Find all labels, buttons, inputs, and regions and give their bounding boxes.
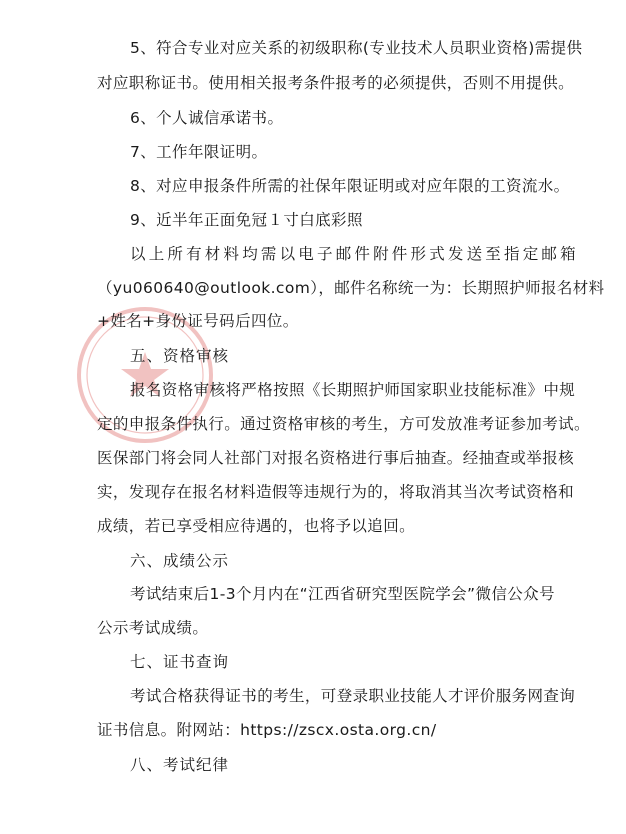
text-line: （yu060640@outlook.com），邮件名称统一为：长期照护师报名材料 [97, 279, 605, 297]
text-line: 报名资格审核将严格按照《长期照护师国家职业技能标准》中规 [130, 381, 576, 399]
text-line: 5、符合专业对应关系的初级职称(专业技术人员职业资格)需提供 [130, 39, 583, 57]
text-line: 9、近半年正面免冠１寸白底彩照 [130, 211, 363, 229]
text-line: 考试合格获得证书的考生，可登录职业技能人才评价服务网查询 [130, 687, 576, 705]
text-line: 考试结束后1-3个月内在“江西省研究型医院学会”微信公众号 [130, 585, 555, 603]
section-heading: 七、证书查询 [130, 653, 230, 671]
section-heading: 六、成绩公示 [130, 552, 230, 570]
section-heading: 五、资格审核 [130, 347, 230, 365]
text-line: +姓名+身份证号码后四位。 [97, 312, 299, 330]
text-line: 实，发现存在报名材料造假等违规行为的，将取消其当次考试资格和 [97, 483, 575, 501]
text-line: 7、工作年限证明。 [130, 143, 268, 161]
text-line: 6、个人诚信承诺书。 [130, 109, 284, 127]
section-heading: 八、考试纪律 [130, 756, 230, 774]
text-line: 定的申报条件执行。通过资格审核的考生，方可发放准考证参加考试。 [97, 415, 590, 433]
text-line: 公示考试成绩。 [97, 619, 209, 637]
text-line: 对应职称证书。使用相关报考条件报考的必须提供，否则不用提供。 [97, 74, 575, 92]
text-line: 以上所有材料均需以电子邮件附件形式发送至指定邮箱 [130, 245, 579, 263]
text-line: 医保部门将会同人社部门对报名资格进行事后抽查。经抽查或举报核 [97, 449, 575, 467]
text-line: 成绩，若已享受相应待遇的，也将予以追回。 [97, 517, 416, 535]
text-line: 8、对应申报条件所需的社保年限证明或对应年限的工资流水。 [130, 177, 570, 195]
text-line: 证书信息。附网站：https://zscx.osta.org.cn/ [97, 721, 437, 739]
